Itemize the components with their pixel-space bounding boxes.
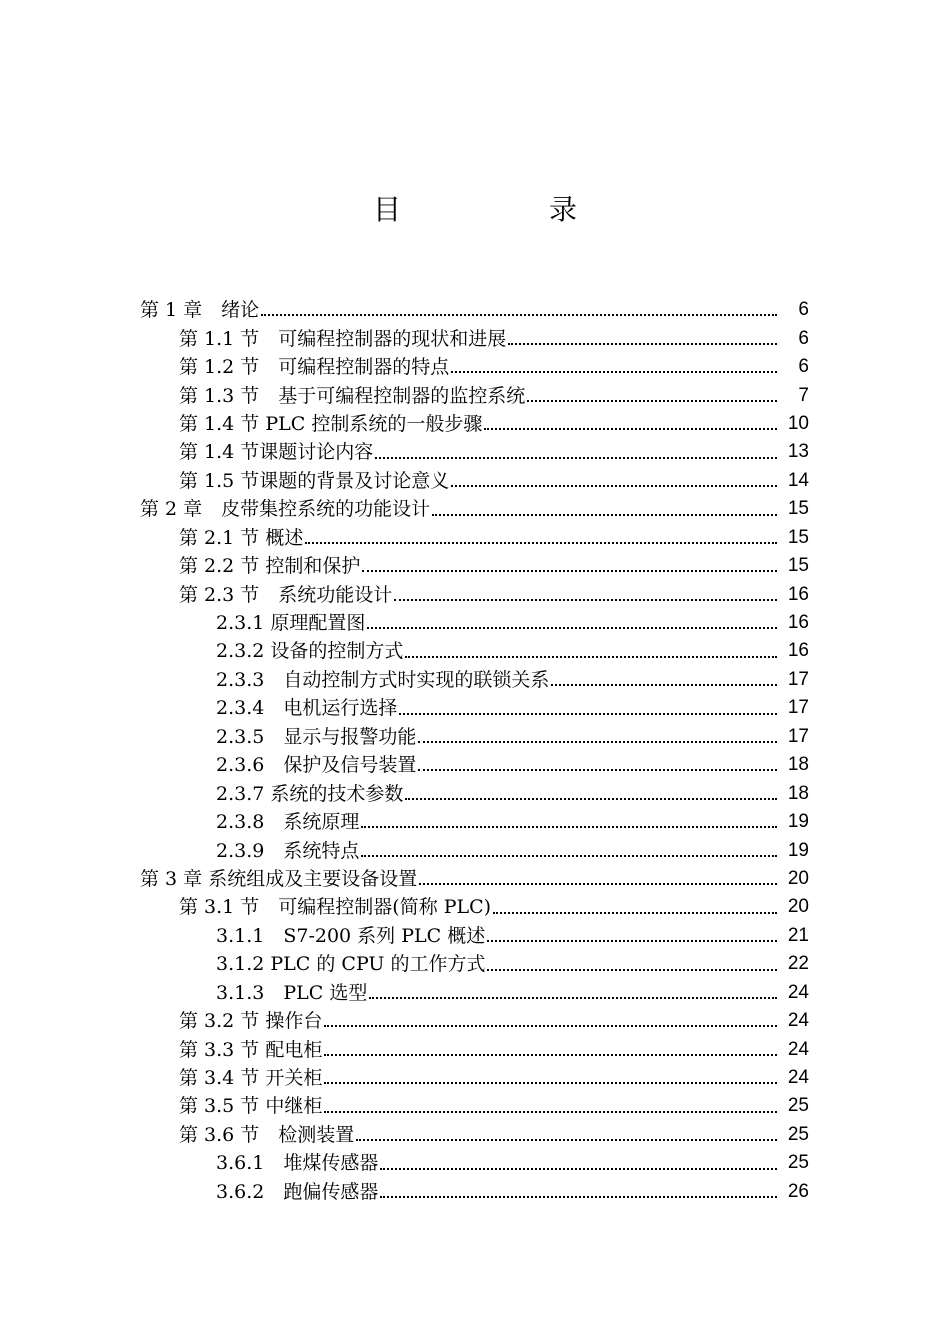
toc-entry-page-number: 25 bbox=[787, 1152, 809, 1174]
toc-entry[interactable] bbox=[0, 865, 950, 893]
toc-entry-label: 2.3.7 系统的技术参数 bbox=[216, 782, 404, 805]
toc-entry-page-number: 17 bbox=[787, 697, 809, 719]
toc-dot-leader bbox=[324, 1054, 777, 1056]
toc-entry-label: 第 2.1 节 概述 bbox=[179, 526, 304, 549]
toc-entry-page-number: 24 bbox=[787, 1067, 809, 1089]
toc-entry[interactable] bbox=[0, 495, 950, 523]
toc-entry-label: 3.1.2 PLC 的 CPU 的工作方式 bbox=[216, 953, 486, 976]
toc-entry-page-number: 16 bbox=[787, 612, 809, 634]
toc-entry-page-number: 13 bbox=[787, 441, 809, 463]
toc-entry[interactable] bbox=[0, 808, 950, 836]
toc-entry-page-number: 6 bbox=[798, 299, 809, 321]
toc-entry[interactable] bbox=[0, 524, 950, 552]
toc-dot-leader bbox=[451, 485, 777, 487]
toc-entry-page-number: 19 bbox=[787, 811, 809, 833]
toc-entry[interactable] bbox=[0, 893, 950, 921]
toc-dot-leader bbox=[261, 314, 777, 316]
toc-entry-page-number: 15 bbox=[787, 526, 809, 548]
toc-entry-page-number: 15 bbox=[787, 555, 809, 577]
toc-dot-leader bbox=[305, 542, 777, 544]
table-of-contents bbox=[0, 296, 950, 1206]
toc-entry[interactable] bbox=[0, 381, 950, 409]
toc-entry-label: 2.3.4 电机运行选择 bbox=[216, 697, 398, 720]
toc-entry-label: 2.3.8 系统原理 bbox=[216, 811, 360, 834]
toc-entry-page-number: 21 bbox=[787, 924, 809, 946]
toc-entry-label: 2.3.1 原理配置图 bbox=[216, 612, 366, 635]
toc-entry-page-number: 25 bbox=[787, 1095, 809, 1117]
toc-dot-leader bbox=[432, 514, 777, 516]
toc-entry-label: 第 3.2 节 操作台 bbox=[179, 1010, 323, 1033]
toc-entry-page-number: 6 bbox=[798, 327, 809, 349]
toc-entry-page-number: 16 bbox=[787, 640, 809, 662]
toc-entry-page-number: 14 bbox=[787, 469, 809, 491]
toc-entry-page-number: 20 bbox=[787, 867, 809, 889]
toc-entry-label: 第 3.4 节 开关柜 bbox=[179, 1067, 323, 1090]
toc-entry[interactable] bbox=[0, 694, 950, 722]
toc-entry-label: 3.1.3 PLC 选型 bbox=[216, 981, 368, 1004]
toc-entry-label: 3.6.2 跑偏传感器 bbox=[216, 1180, 379, 1203]
toc-entry-page-number: 6 bbox=[798, 356, 809, 378]
toc-entry-page-number: 17 bbox=[787, 725, 809, 747]
toc-entry-label: 2.3.2 设备的控制方式 bbox=[216, 640, 404, 663]
toc-dot-leader bbox=[375, 457, 777, 459]
toc-entry[interactable] bbox=[0, 1092, 950, 1120]
toc-dot-leader bbox=[367, 627, 777, 629]
toc-dot-leader bbox=[484, 428, 777, 430]
toc-entry-label: 第 3.5 节 中继柜 bbox=[179, 1095, 323, 1118]
toc-dot-leader bbox=[419, 883, 777, 885]
toc-entry-label: 第 2.3 节 系统功能设计 bbox=[179, 583, 393, 606]
toc-entry[interactable] bbox=[0, 410, 950, 438]
toc-entry[interactable] bbox=[0, 324, 950, 352]
toc-dot-leader bbox=[418, 769, 777, 771]
toc-dot-leader bbox=[380, 1168, 777, 1170]
toc-entry-label: 第 1.1 节 可编程控制器的现状和进展 bbox=[179, 327, 507, 350]
toc-dot-leader bbox=[324, 1082, 777, 1084]
toc-entry-page-number: 26 bbox=[787, 1180, 809, 1202]
toc-dot-leader bbox=[405, 798, 777, 800]
toc-dot-leader bbox=[369, 997, 777, 999]
toc-entry-label: 第 3.3 节 配电柜 bbox=[179, 1038, 323, 1061]
toc-entry-label: 2.3.3 自动控制方式时实现的联锁关系 bbox=[216, 668, 550, 691]
toc-entry-label: 第 2.2 节 控制和保护 bbox=[179, 555, 361, 578]
toc-entry[interactable] bbox=[0, 751, 950, 779]
toc-entry[interactable] bbox=[0, 296, 950, 324]
toc-dot-leader bbox=[508, 343, 777, 345]
toc-entry-page-number: 20 bbox=[787, 896, 809, 918]
toc-dot-leader bbox=[362, 570, 777, 572]
toc-entry-page-number: 18 bbox=[787, 782, 809, 804]
toc-entry[interactable] bbox=[0, 1007, 950, 1035]
toc-entry[interactable] bbox=[0, 552, 950, 580]
toc-entry[interactable] bbox=[0, 666, 950, 694]
toc-dot-leader bbox=[394, 599, 777, 601]
toc-entry[interactable] bbox=[0, 438, 950, 466]
toc-entry-label: 第 3.1 节 可编程控制器(简称 PLC) bbox=[179, 896, 492, 919]
toc-entry[interactable] bbox=[0, 353, 950, 381]
toc-dot-leader bbox=[487, 969, 777, 971]
toc-dot-leader bbox=[380, 1196, 777, 1198]
toc-entry-label: 3.1.1 S7-200 系列 PLC 概述 bbox=[216, 924, 486, 947]
toc-entry-page-number: 15 bbox=[787, 498, 809, 520]
toc-entry-page-number: 16 bbox=[787, 583, 809, 605]
toc-dot-leader bbox=[487, 940, 777, 942]
toc-dot-leader bbox=[405, 656, 777, 658]
toc-entry-page-number: 24 bbox=[787, 1010, 809, 1032]
toc-entry-label: 第 1.4 节课题讨论内容 bbox=[179, 441, 374, 464]
toc-entry-page-number: 24 bbox=[787, 981, 809, 1003]
toc-entry-label: 第 3 章 系统组成及主要设备设置 bbox=[140, 867, 418, 890]
toc-entry[interactable] bbox=[0, 467, 950, 495]
toc-entry-label: 第 1.3 节 基于可编程控制器的监控系统 bbox=[179, 384, 526, 407]
toc-entry-page-number: 22 bbox=[787, 953, 809, 975]
toc-entry[interactable] bbox=[0, 979, 950, 1007]
toc-entry[interactable] bbox=[0, 723, 950, 751]
toc-entry[interactable] bbox=[0, 1035, 950, 1063]
toc-entry-label: 第 1.2 节 可编程控制器的特点 bbox=[179, 356, 450, 379]
toc-dot-leader bbox=[399, 713, 777, 715]
toc-dot-leader bbox=[527, 400, 777, 402]
toc-entry-page-number: 24 bbox=[787, 1038, 809, 1060]
toc-entry[interactable] bbox=[0, 1149, 950, 1177]
toc-dot-leader bbox=[418, 741, 777, 743]
toc-entry-label: 2.3.9 系统特点 bbox=[216, 839, 360, 862]
toc-entry-page-number: 19 bbox=[787, 839, 809, 861]
toc-entry-label: 2.3.5 显示与报警功能 bbox=[216, 725, 417, 748]
toc-entry[interactable] bbox=[0, 637, 950, 665]
toc-entry[interactable] bbox=[0, 950, 950, 978]
toc-entry[interactable] bbox=[0, 609, 950, 637]
toc-entry[interactable] bbox=[0, 836, 950, 864]
toc-entry-page-number: 18 bbox=[787, 754, 809, 776]
toc-entry[interactable] bbox=[0, 1064, 950, 1092]
toc-dot-leader bbox=[324, 1025, 777, 1027]
toc-entry[interactable] bbox=[0, 922, 950, 950]
toc-entry-label: 第 3.6 节 检测装置 bbox=[179, 1123, 355, 1146]
toc-dot-leader bbox=[493, 912, 777, 914]
toc-dot-leader bbox=[324, 1111, 777, 1113]
toc-entry[interactable] bbox=[0, 580, 950, 608]
toc-entry[interactable] bbox=[0, 1121, 950, 1149]
toc-entry-label: 第 2 章 皮带集控系统的功能设计 bbox=[140, 498, 431, 521]
toc-entry-page-number: 7 bbox=[798, 384, 809, 406]
toc-dot-leader bbox=[361, 855, 777, 857]
page-title: 目 录 bbox=[372, 193, 637, 226]
toc-entry-label: 第 1.4 节 PLC 控制系统的一般步骤 bbox=[179, 412, 483, 435]
toc-entry-page-number: 17 bbox=[787, 668, 809, 690]
toc-dot-leader bbox=[356, 1139, 777, 1141]
toc-dot-leader bbox=[451, 371, 777, 373]
toc-entry[interactable] bbox=[0, 1178, 950, 1206]
toc-entry-page-number: 10 bbox=[787, 412, 809, 434]
toc-dot-leader bbox=[551, 684, 777, 686]
toc-dot-leader bbox=[361, 826, 777, 828]
toc-entry-label: 2.3.6 保护及信号装置 bbox=[216, 754, 417, 777]
toc-entry-label: 3.6.1 堆煤传感器 bbox=[216, 1152, 379, 1175]
toc-entry-page-number: 25 bbox=[787, 1123, 809, 1145]
toc-entry[interactable] bbox=[0, 779, 950, 807]
toc-entry-label: 第 1 章 绪论 bbox=[140, 299, 260, 322]
toc-entry-label: 第 1.5 节课题的背景及讨论意义 bbox=[179, 469, 450, 492]
